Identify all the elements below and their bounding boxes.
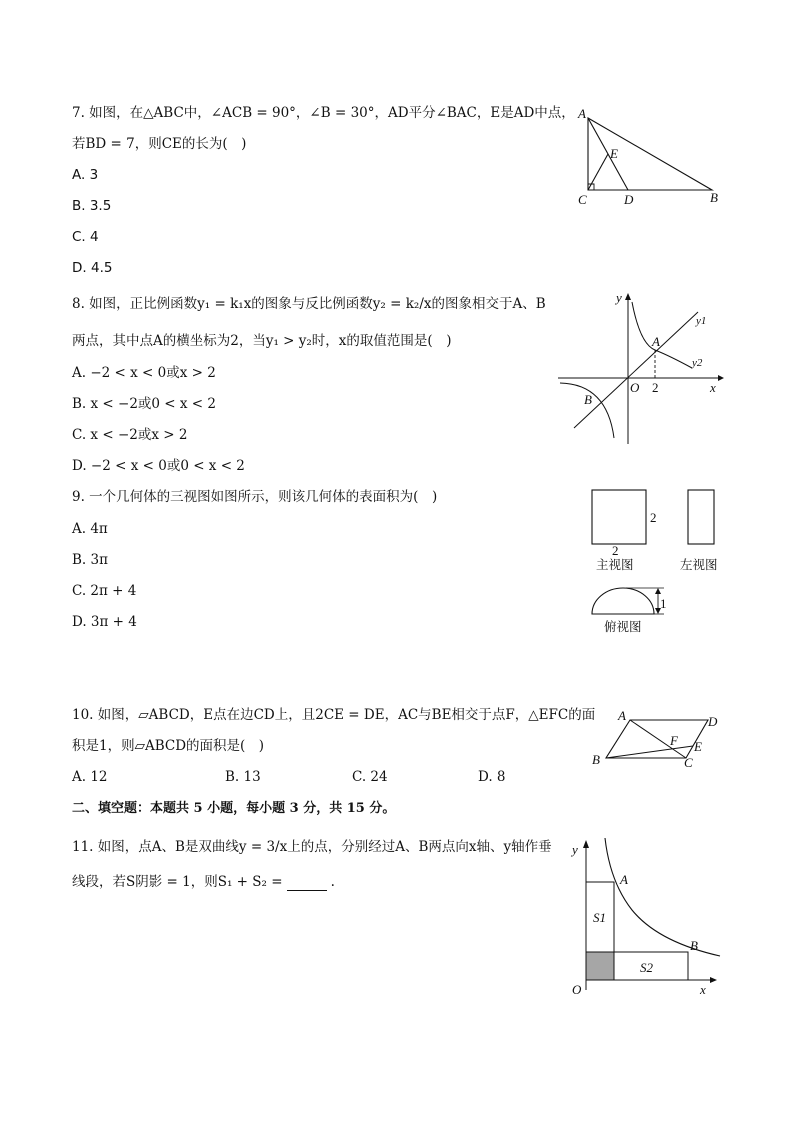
q8-option-a: A. −2 < x < 0或x > 2 <box>72 365 216 381</box>
q8-label-x-axis: x <box>710 380 716 395</box>
q9-label-side: 左视图 <box>680 557 718 572</box>
q9-dim-side: 2 <box>650 510 657 525</box>
q9-three-views-figure <box>584 484 734 640</box>
q11-label-origin: O <box>572 982 582 997</box>
q7-label-a: A <box>578 106 586 121</box>
q10-option-c: C. 24 <box>352 769 388 785</box>
q7-label-c: C <box>578 192 587 207</box>
q10-label-e: E <box>694 739 702 754</box>
q7-option-b: B. 3.5 <box>72 198 112 214</box>
q9-option-a: A. 4π <box>72 521 108 537</box>
q10-stem-line2: 积是1，则▱ABCD的面积是( ) <box>72 738 265 754</box>
q7-stem-line2: 若BD = 7，则CE的长为( ) <box>72 136 247 152</box>
q8-option-b: B. x < −2或0 < x < 2 <box>72 396 216 412</box>
q10-option-b: B. 13 <box>225 769 261 785</box>
q9-option-b: B. 3π <box>72 552 108 568</box>
q8-stem-line2: 两点，其中点A的横坐标为2，当y₁ > y₂时，x的取值范围是( ) <box>72 333 452 349</box>
q10-label-b: B <box>592 752 600 767</box>
q11-stem-line2 <box>72 873 335 891</box>
q8-option-d: D. −2 < x < 0或0 < x < 2 <box>72 458 245 474</box>
q7-label-b: B <box>710 190 718 205</box>
q7-stem-line1: 7. 如图，在△ABC中，∠ACB = 90°，∠B = 30°，AD平分∠BAC，E是AD中点， <box>72 105 575 121</box>
q8-label-a: A <box>652 334 660 349</box>
section2-heading: 二、填空题：本题共 5 小题，每小题 3 分，共 15 分。 <box>72 801 396 816</box>
q10-option-a: A. 12 <box>72 769 108 785</box>
q7-label-e: E <box>610 146 618 161</box>
q10-label-a: A <box>618 708 626 723</box>
q8-stem-line1: 8. 如图，正比例函数y₁ = k₁x的图象与反比例函数y₂ = k₂/x的图象相交于A、B <box>72 296 546 312</box>
q10-parallelogram-figure <box>586 706 726 770</box>
q8-label-origin: O <box>630 380 640 395</box>
q8-label-y1: y1 <box>696 315 707 327</box>
q11-stem-line2-text: 线段，若S阴影 = 1，则S₁ + S₂ = <box>72 874 283 890</box>
q11-label-b: B <box>690 938 698 953</box>
q9-stem: 9. 一个几何体的三视图如图所示，则该几何体的表面积为( ) <box>72 489 438 505</box>
q10-label-f: F <box>670 733 678 748</box>
q8-function-graph <box>552 288 727 448</box>
q11-label-y-axis: y <box>572 842 578 857</box>
q9-dim-height: 1 <box>660 596 667 611</box>
q11-stem-line2-end: . <box>330 874 335 890</box>
q11-label-x-axis: x <box>700 982 706 997</box>
q8-label-b: B <box>584 392 592 407</box>
q10-stem-line1: 10. 如图，▱ABCD，E点在边CD上，且2CE = DE，AC与BE相交于点F，△EFC的面 <box>72 707 596 723</box>
q8-label-y-axis: y <box>616 290 622 305</box>
q11-label-s1: S1 <box>593 910 606 925</box>
q9-label-front: 主视图 <box>596 557 634 572</box>
q9-dim-bottom: 2 <box>612 543 619 558</box>
q9-option-d: D. 3π + 4 <box>72 614 137 630</box>
q8-label-tick-2: 2 <box>652 380 659 395</box>
q10-label-d: D <box>708 714 718 729</box>
q10-label-c: C <box>684 755 693 770</box>
q11-label-s2: S2 <box>640 960 653 975</box>
q11-hyperbola-figure <box>560 834 726 1000</box>
q7-triangle-figure <box>570 100 730 212</box>
q10-option-d: D. 8 <box>478 769 506 785</box>
q7-option-a: A. 3 <box>72 167 99 183</box>
q11-label-a: A <box>620 872 628 887</box>
q8-label-y2: y2 <box>692 357 703 369</box>
q9-label-top: 俯视图 <box>604 619 642 634</box>
q11-answer-blank[interactable] <box>287 876 327 891</box>
q11-stem-line1: 11. 如图，点A、B是双曲线y = 3/x上的点，分别经过A、B两点向x轴、y轴作垂 <box>72 839 552 855</box>
q9-option-c: C. 2π + 4 <box>72 583 137 599</box>
q8-option-c: C. x < −2或x > 2 <box>72 427 188 443</box>
q7-label-d: D <box>624 192 634 207</box>
q7-option-d: D. 4.5 <box>72 260 113 276</box>
q7-option-c: C. 4 <box>72 229 99 245</box>
